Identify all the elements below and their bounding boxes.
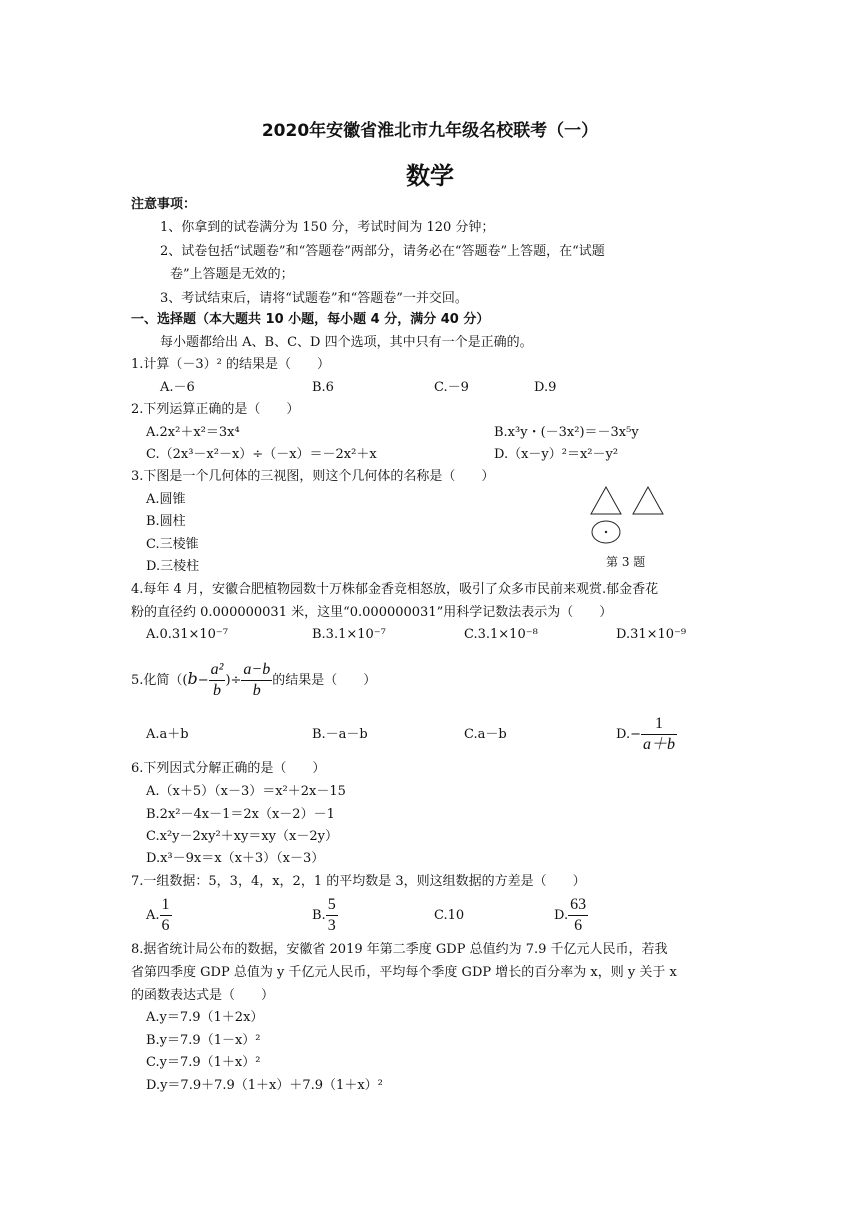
- q5-option-a: A.a＋b: [146, 727, 189, 742]
- q4-option-b: B.3.1×10⁻⁷: [312, 627, 386, 642]
- question-2-stem: 2.下列运算正确的是（ ）: [131, 402, 300, 417]
- q7-option-b: B. $\frac{5}{3}$: [312, 896, 336, 934]
- question-8-stem-cont: 省第四季度 GDP 总值为 y 千亿元人民币，平均每个季度 GDP 增长的百分率为 x，则 y 关于 x: [131, 965, 677, 980]
- q1-option-c: C.－9: [434, 380, 469, 395]
- q5-suffix: 的结果是（ ）: [272, 673, 377, 688]
- question-6-stem: 6.下列因式分解正确的是（ ）: [131, 761, 326, 776]
- q8-option-c: C.y＝7.9（1＋x）²: [146, 1055, 261, 1070]
- q5-option-d: D.− $\frac{1}{a+b}$: [616, 715, 675, 753]
- question-4-stem: 4.每年 4 月，安徽合肥植物园数十万株郁金香竞相怒放，吸引了众多市民前来观赏.郁金香花: [131, 582, 659, 597]
- notice-heading: 注意事项：: [131, 197, 197, 212]
- notice-item: 卷”上答题是无效的；: [170, 267, 294, 282]
- notice-item: 2、试卷包括“试题卷”和“答题卷”两部分，请务必在“答题卷”上答题，在“试题: [160, 244, 605, 259]
- section-heading: 一、选择题（本大题共 10 小题，每小题 4 分，满分 40 分）: [131, 312, 490, 327]
- q8-option-b: B.y＝7.9（1－x）²: [146, 1033, 261, 1048]
- question-1-stem: 1.计算（－3）² 的结果是（ ）: [131, 357, 331, 372]
- q5-minus: −: [197, 673, 209, 688]
- notice-item: 3、考试结束后，请将“试题卷”和“答题卷”一并交回。: [160, 291, 468, 306]
- q3-option-c: C.三棱锥: [146, 537, 199, 552]
- q2-option-c: C.（2x³－x²－x）÷（－x）＝－2x²＋x: [146, 447, 377, 462]
- q3-option-b: B.圆柱: [146, 514, 186, 529]
- q5-option-b: B.－a－b: [312, 727, 368, 742]
- q7-option-c: C.10: [434, 908, 465, 923]
- q7-option-d: D. $\frac{63}{6}$: [554, 896, 587, 934]
- question-8-stem: 8.据省统计局公布的数据，安徽省 2019 年第二季度 GDP 总值约为 7.9 千亿元人民币，若我: [131, 942, 668, 957]
- q6-option-c: C.x²y－2xy²＋xy＝xy（x－2y）: [146, 829, 338, 844]
- q6-option-a: A.（x＋5）（x－3）＝x²＋2x－15: [146, 784, 346, 799]
- q3-option-d: D.三棱柱: [146, 559, 200, 574]
- q3-option-a: A.圆锥: [146, 492, 186, 507]
- q7-option-a: A. $\frac{1}{6}$: [146, 896, 170, 934]
- q1-option-b: B.6: [312, 380, 334, 395]
- q5-d-fraction: $\frac{1}{a+b}$: [642, 715, 675, 753]
- q5-fraction-a2-over-b: $\frac{\text{a²}}{b}$: [210, 661, 224, 699]
- q6-option-d: D.x³－9x＝x（x＋3）（x－3）: [146, 851, 325, 866]
- q2-option-a: A.2x²＋x²＝3x⁴: [146, 425, 240, 440]
- notice-item: 1、你拿到的试卷满分为 150 分，考试时间为 120 分钟；: [160, 220, 495, 235]
- section-intro: 每小题都给出 A、B、C、D 四个选项，其中只有一个是正确的。: [160, 335, 533, 350]
- q2-option-d: D.（x－y）²＝x²－y²: [494, 447, 619, 462]
- q2-option-b: B.x³y・(－3x²)＝－3x⁵y: [494, 425, 639, 440]
- question-3-stem: 3.下图是一个几何体的三视图，则这个几何体的名称是（ ）: [131, 469, 495, 484]
- exam-title: 2020年安徽省淮北市九年级名校联考（一）: [261, 121, 599, 141]
- question-4-stem-cont: 粉的直径约 0.000000031 米，这里“0.000000031”用科学记数法表示为（ ）: [131, 605, 613, 620]
- q8-option-a: A.y＝7.9（1＋2x）: [146, 1010, 264, 1025]
- figure-caption: 第 3 题: [606, 555, 646, 569]
- question-7-stem: 7.一组数据：5，3，4，x，2，1 的平均数是 3，则这组数据的方差是（ ）: [131, 874, 586, 889]
- question-5-stem: [131, 654, 376, 704]
- front-view-triangle: [591, 487, 621, 514]
- q6-option-b: B.2x²－4x－1＝2x（x－2）－1: [146, 807, 335, 822]
- q5-fraction-amb-over-b: $\frac{a-b}{b}$: [243, 661, 271, 699]
- top-view-center-dot: [605, 531, 607, 533]
- q5-divide: )÷: [225, 673, 242, 688]
- q5-option-c: C.a－b: [464, 727, 507, 742]
- q5-b: b: [187, 669, 198, 688]
- question-8-stem-cont: 的函数表达式是（ ）: [131, 988, 275, 1003]
- q8-option-d: D.y＝7.9＋7.9（1＋x）＋7.9（1＋x）²: [146, 1078, 383, 1093]
- q4-option-d: D.31×10⁻⁹: [616, 627, 687, 642]
- q4-option-a: A.0.31×10⁻⁷: [146, 627, 228, 642]
- q5-prefix: 5.化简（(: [131, 673, 188, 688]
- subject-title: 数学: [406, 162, 454, 190]
- q1-option-d: D.9: [534, 380, 557, 395]
- side-view-triangle: [633, 487, 663, 514]
- q4-option-c: C.3.1×10⁻⁸: [464, 627, 538, 642]
- q1-option-a: A.－6: [160, 380, 195, 395]
